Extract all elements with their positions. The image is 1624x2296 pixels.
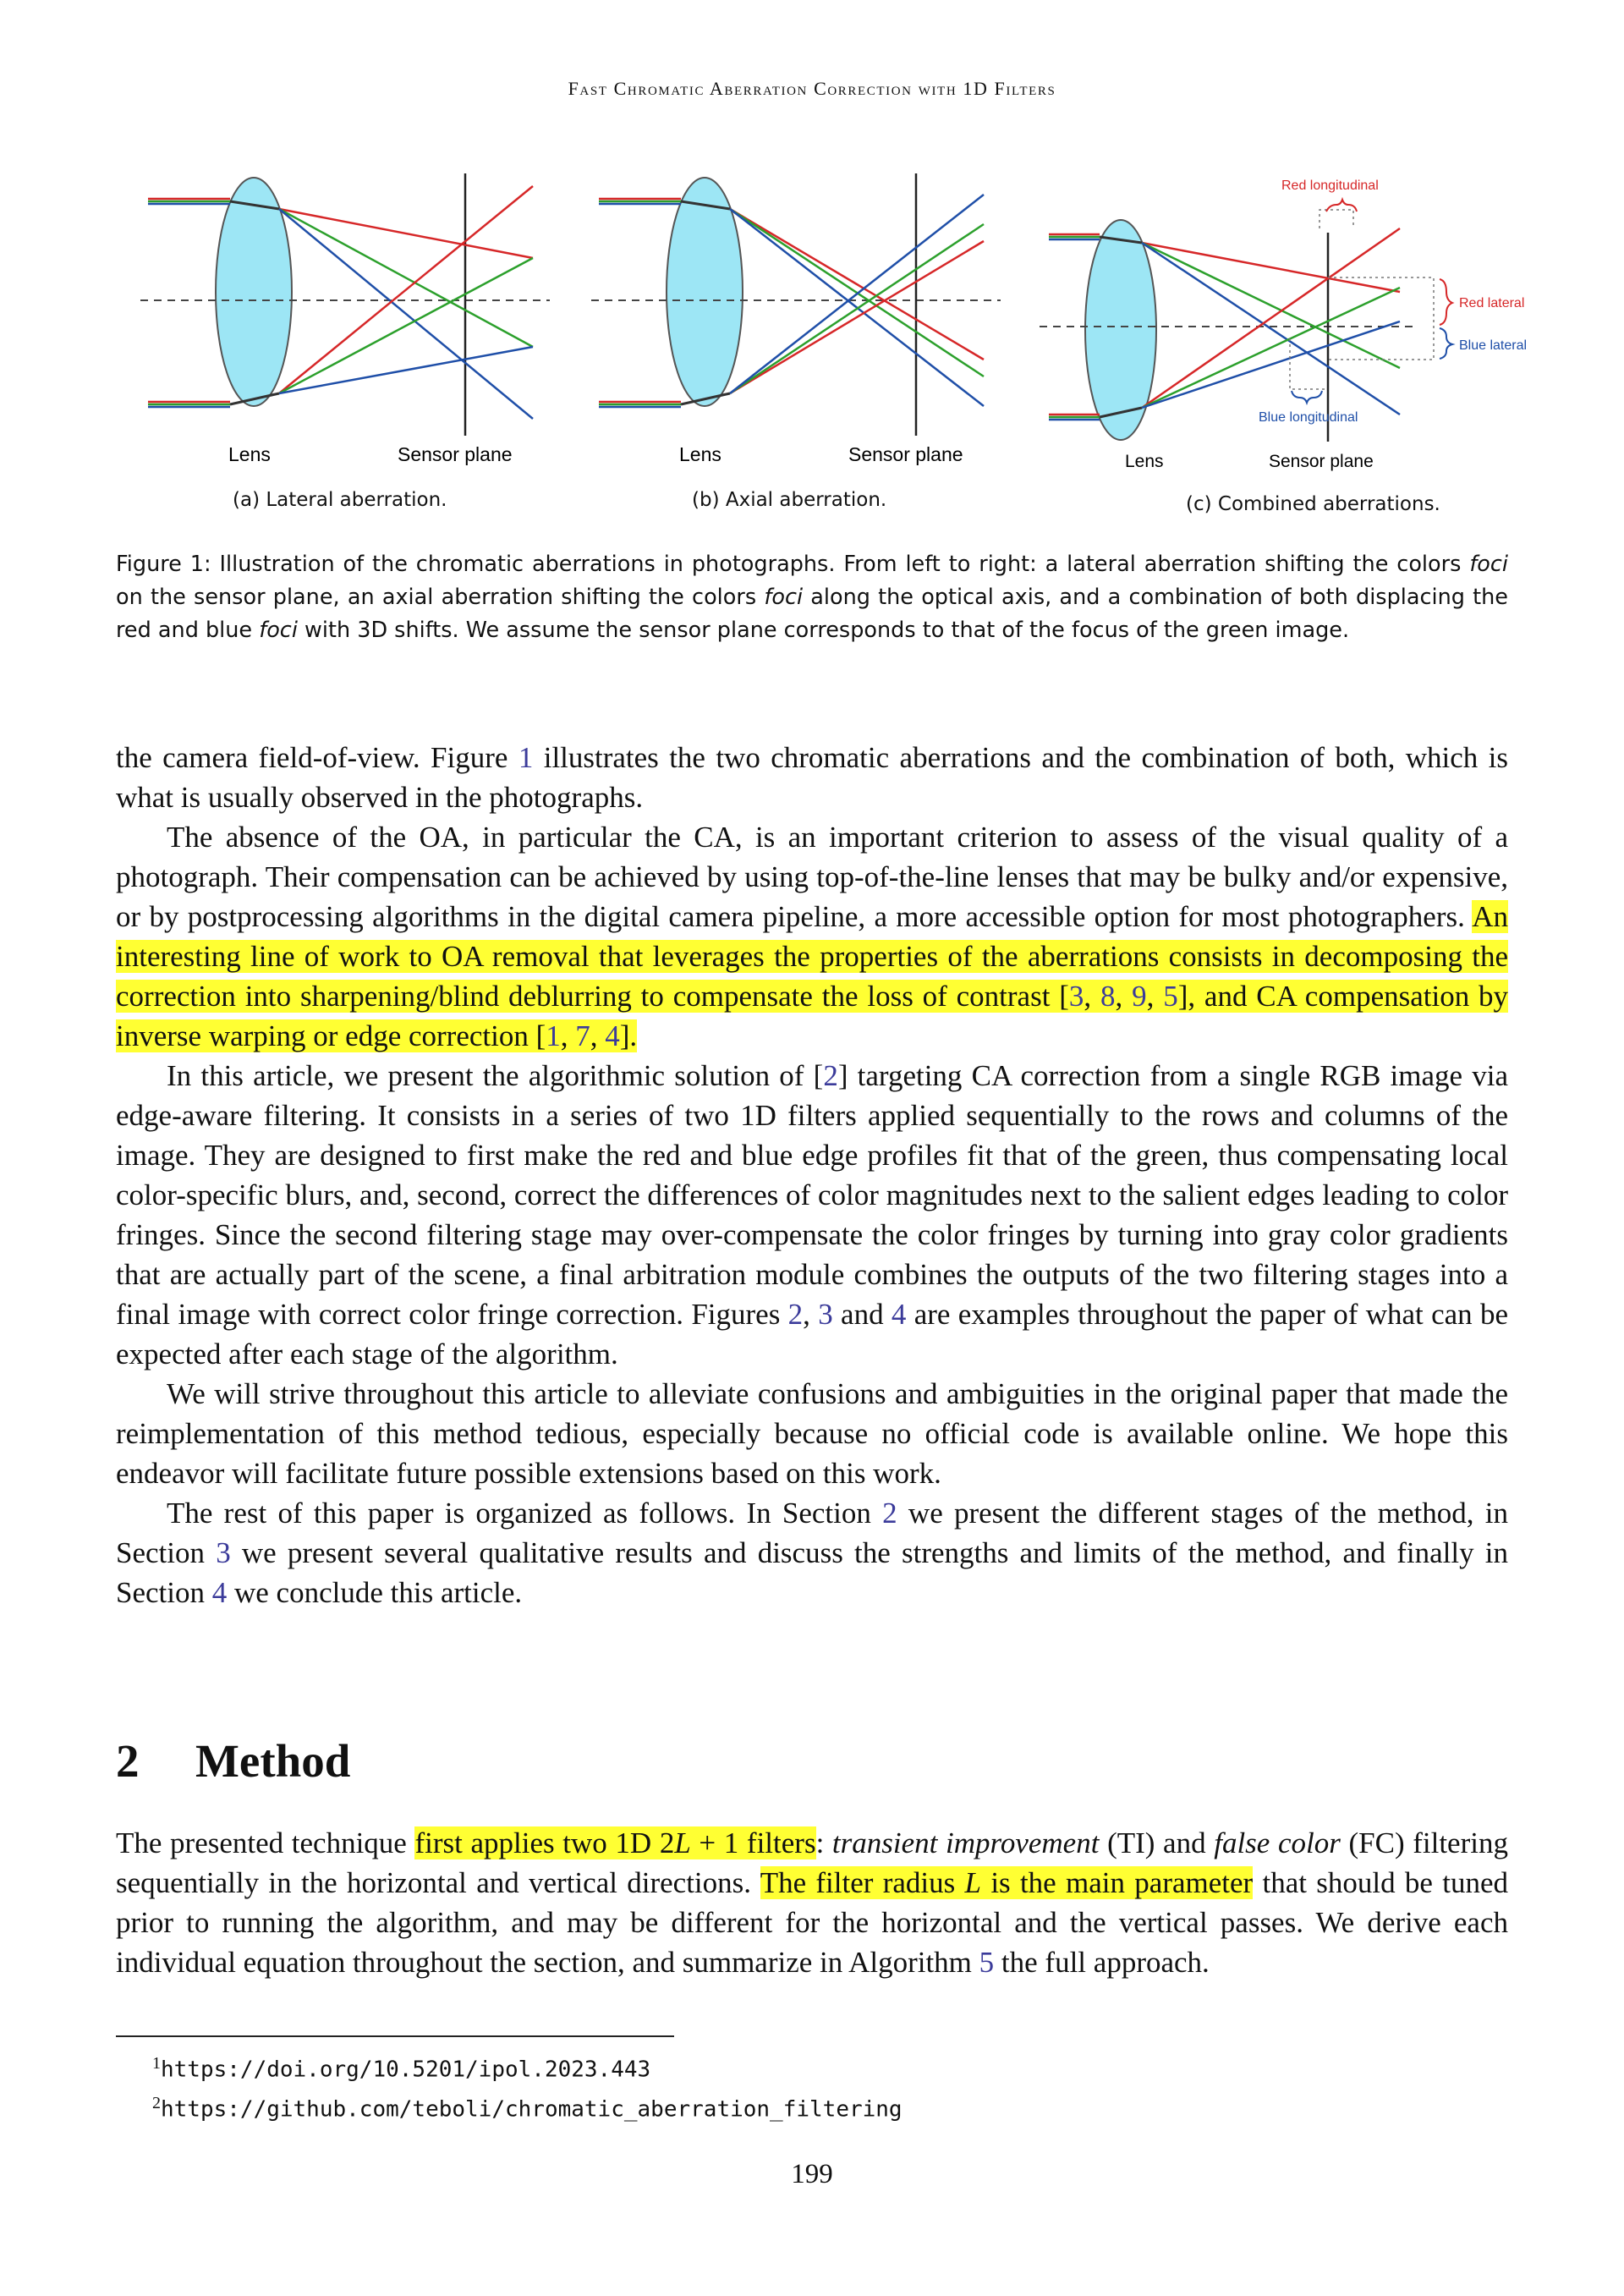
paragraph: The rest of this paper is organized as follows. In Section 2 we present the different stages of the method, in Section 3 we present several qualitative results and discuss the strengths and limits of the method, and finally in Section 4 we conclude this article. [116,1497,1508,1609]
citation-link[interactable]: 9 [1132,980,1147,1013]
paragraph: We will strive throughout this article to alleviate confusions and ambiguities in the original paper that made the reimplementation of this method tedious, especially because no official code is available online. We hope this endeavor will facilitate future possible extensions based on this work. [116,1377,1508,1490]
red-longitudinal-label: Red longitudinal [1281,179,1379,193]
blue-lateral-label: Blue lateral [1459,338,1528,353]
footnote-url[interactable]: https://github.com/teboli/chromatic_aberration_filtering [161,2096,903,2123]
citation-link[interactable]: 7 [575,1019,590,1052]
blue-ray [730,195,984,393]
red-lateral-label: Red lateral [1459,296,1525,310]
lens-label: Lens [679,443,721,465]
intro-body [116,738,1508,1612]
figure-panel-combined [1036,169,1544,482]
section-ref-link[interactable]: 3 [216,1536,231,1569]
figure-panel-lateral [135,165,558,478]
citation-link[interactable]: 3 [1068,980,1084,1013]
figure-caption: Figure 1: Illustration of the chromatic aberrations in photographs. From left to right: a lateral aberration shifting the colors foci on the sensor plane, an axial aberration shifting the colors foci along the optical axis, and a combination of both displacing the red and blue foci with 3D shifts. We assume the sensor plane corresponds to that of the focus of the green image. [116,552,1508,643]
subcaption-c: (c) Combined aberrations. [1186,493,1440,515]
figure-ref-link[interactable]: 4 [891,1298,907,1331]
lens-shape [667,178,743,406]
highlighted-passage: An interesting line of work to OA removal that leverages the properties of the aberrations consists in decomposing the correction into sharpening/blind deblurring to compensate the loss of contrast [3, 8, 9, 5], and CA compensation by inverse warping or edge correction [1, 7, 4]. [116,900,1509,1052]
footnote[interactable]: $^1$https://doi.org/10.5201/ipol.2023.443 [152,2054,651,2083]
citation-link[interactable]: 5 [1163,980,1178,1013]
section-ref-link[interactable]: 2 [882,1497,897,1530]
blue-lateral-brace [1440,328,1452,359]
paragraph: In this article, we present the algorithmic solution of [2] targeting CA correction from a single RGB image via edge-aware filtering. It consists in a series of two 1D filters applied sequentially to the rows and columns of the image. They are designed to first make the red and blue edge profiles fit that of the green, thus compensating local color-specific blurs, and, second, correct the differences of color magnitudes next to the salient edges leading to color fringes. Since the second filtering stage may over-compensate the color fringes by turning into gray color gradients that are actually part of the scene, a final arbitration module combines the outputs of the two filtering stages into a final image with correct color fringe correction. Figures 2, 3 and 4 are examples throughout the paper of what can be expected after each stage of the algorithm. [116,1059,1509,1370]
red-ray [1142,228,1400,408]
lens-label: Lens [1125,452,1164,471]
figure-panel-axial [586,165,1009,478]
figure-ref-link[interactable]: 1 [518,741,534,774]
lens-shape [216,178,292,406]
footnote[interactable]: $^2$https://github.com/teboli/chromatic_aberration_filtering [152,2093,903,2123]
paragraph: The presented technique first applies two 1D 2L + 1 filters: transient improvement (TI) and false color (FC) filtering sequentially in the horizontal and vertical directions. The filter radius L is the main parameter that should be tuned prior to running the algorithm, and may be different for the horizontal and the vertical passes. We derive each individual equation throughout the section, and summarize in Algorithm 5 the full approach. [116,1826,1508,1979]
sensor-plane-label: Sensor plane [848,443,963,465]
red-lateral-brace [1440,279,1452,325]
method-body [116,1823,1508,1982]
sensor-plane-label: Sensor plane [1269,452,1374,471]
section-heading: 2 Method [116,1735,351,1787]
citation-link[interactable]: 1 [546,1019,561,1052]
figure-ref-link[interactable]: 3 [818,1298,833,1331]
page-number: 199 [791,2159,833,2189]
footnote-rule [116,2035,674,2037]
blue-ray [1142,321,1400,408]
citation-link[interactable]: 2 [823,1059,838,1092]
running-head: Fast Chromatic Aberration Correction with 1D Filters [568,78,1056,99]
footnote-url[interactable]: https://doi.org/10.5201/ipol.2023.443 [161,2057,651,2083]
red-ray [730,209,984,360]
red-ray [730,241,984,393]
highlighted-passage: The filter radius L is the main parameter [760,1866,1254,1899]
section-ref-link[interactable]: 4 [211,1576,228,1609]
sensor-plane-label: Sensor plane [398,443,513,465]
figure-ref-link[interactable]: 2 [787,1298,804,1331]
lens-label: Lens [228,443,271,465]
footnotes [152,2047,903,2126]
blue-longitudinal-label: Blue longitudinal [1259,410,1358,425]
highlighted-passage: first applies two 1D 2L + 1 filters [414,1826,816,1859]
citation-link[interactable]: 8 [1100,980,1116,1013]
citation-link[interactable]: 4 [605,1019,620,1052]
algorithm-ref-link[interactable]: 5 [979,1946,995,1979]
subcaption-a: (a) Lateral aberration. [233,489,447,511]
paragraph: The absence of the OA, in particular the CA, is an important criterion to assess of the visual quality of a photograph. Their compensation can be achieved by using top-of-the-line lenses that may be bulky and/or expensive, or by postprocessing algorithms in the digital camera pipeline, a more accessible option for most photographers. An interesting line of work to OA removal that leverages the properties of the aberrations consists in decomposing the correction into sharpening/blind deblurring to compensate the loss of contrast [3, 8, 9, 5], and CA compensation by inverse warping or edge correction [1, 7, 4]. [116,821,1509,1052]
blue-longitudinal-brace [1292,391,1322,403]
subcaption-b: (b) Axial aberration. [692,489,887,511]
paragraph: the camera field-of-view. Figure 1 illustrates the two chromatic aberrations and the combination of both, which is what is usually observed in the photographs. [116,741,1508,814]
green-ray [730,224,984,393]
